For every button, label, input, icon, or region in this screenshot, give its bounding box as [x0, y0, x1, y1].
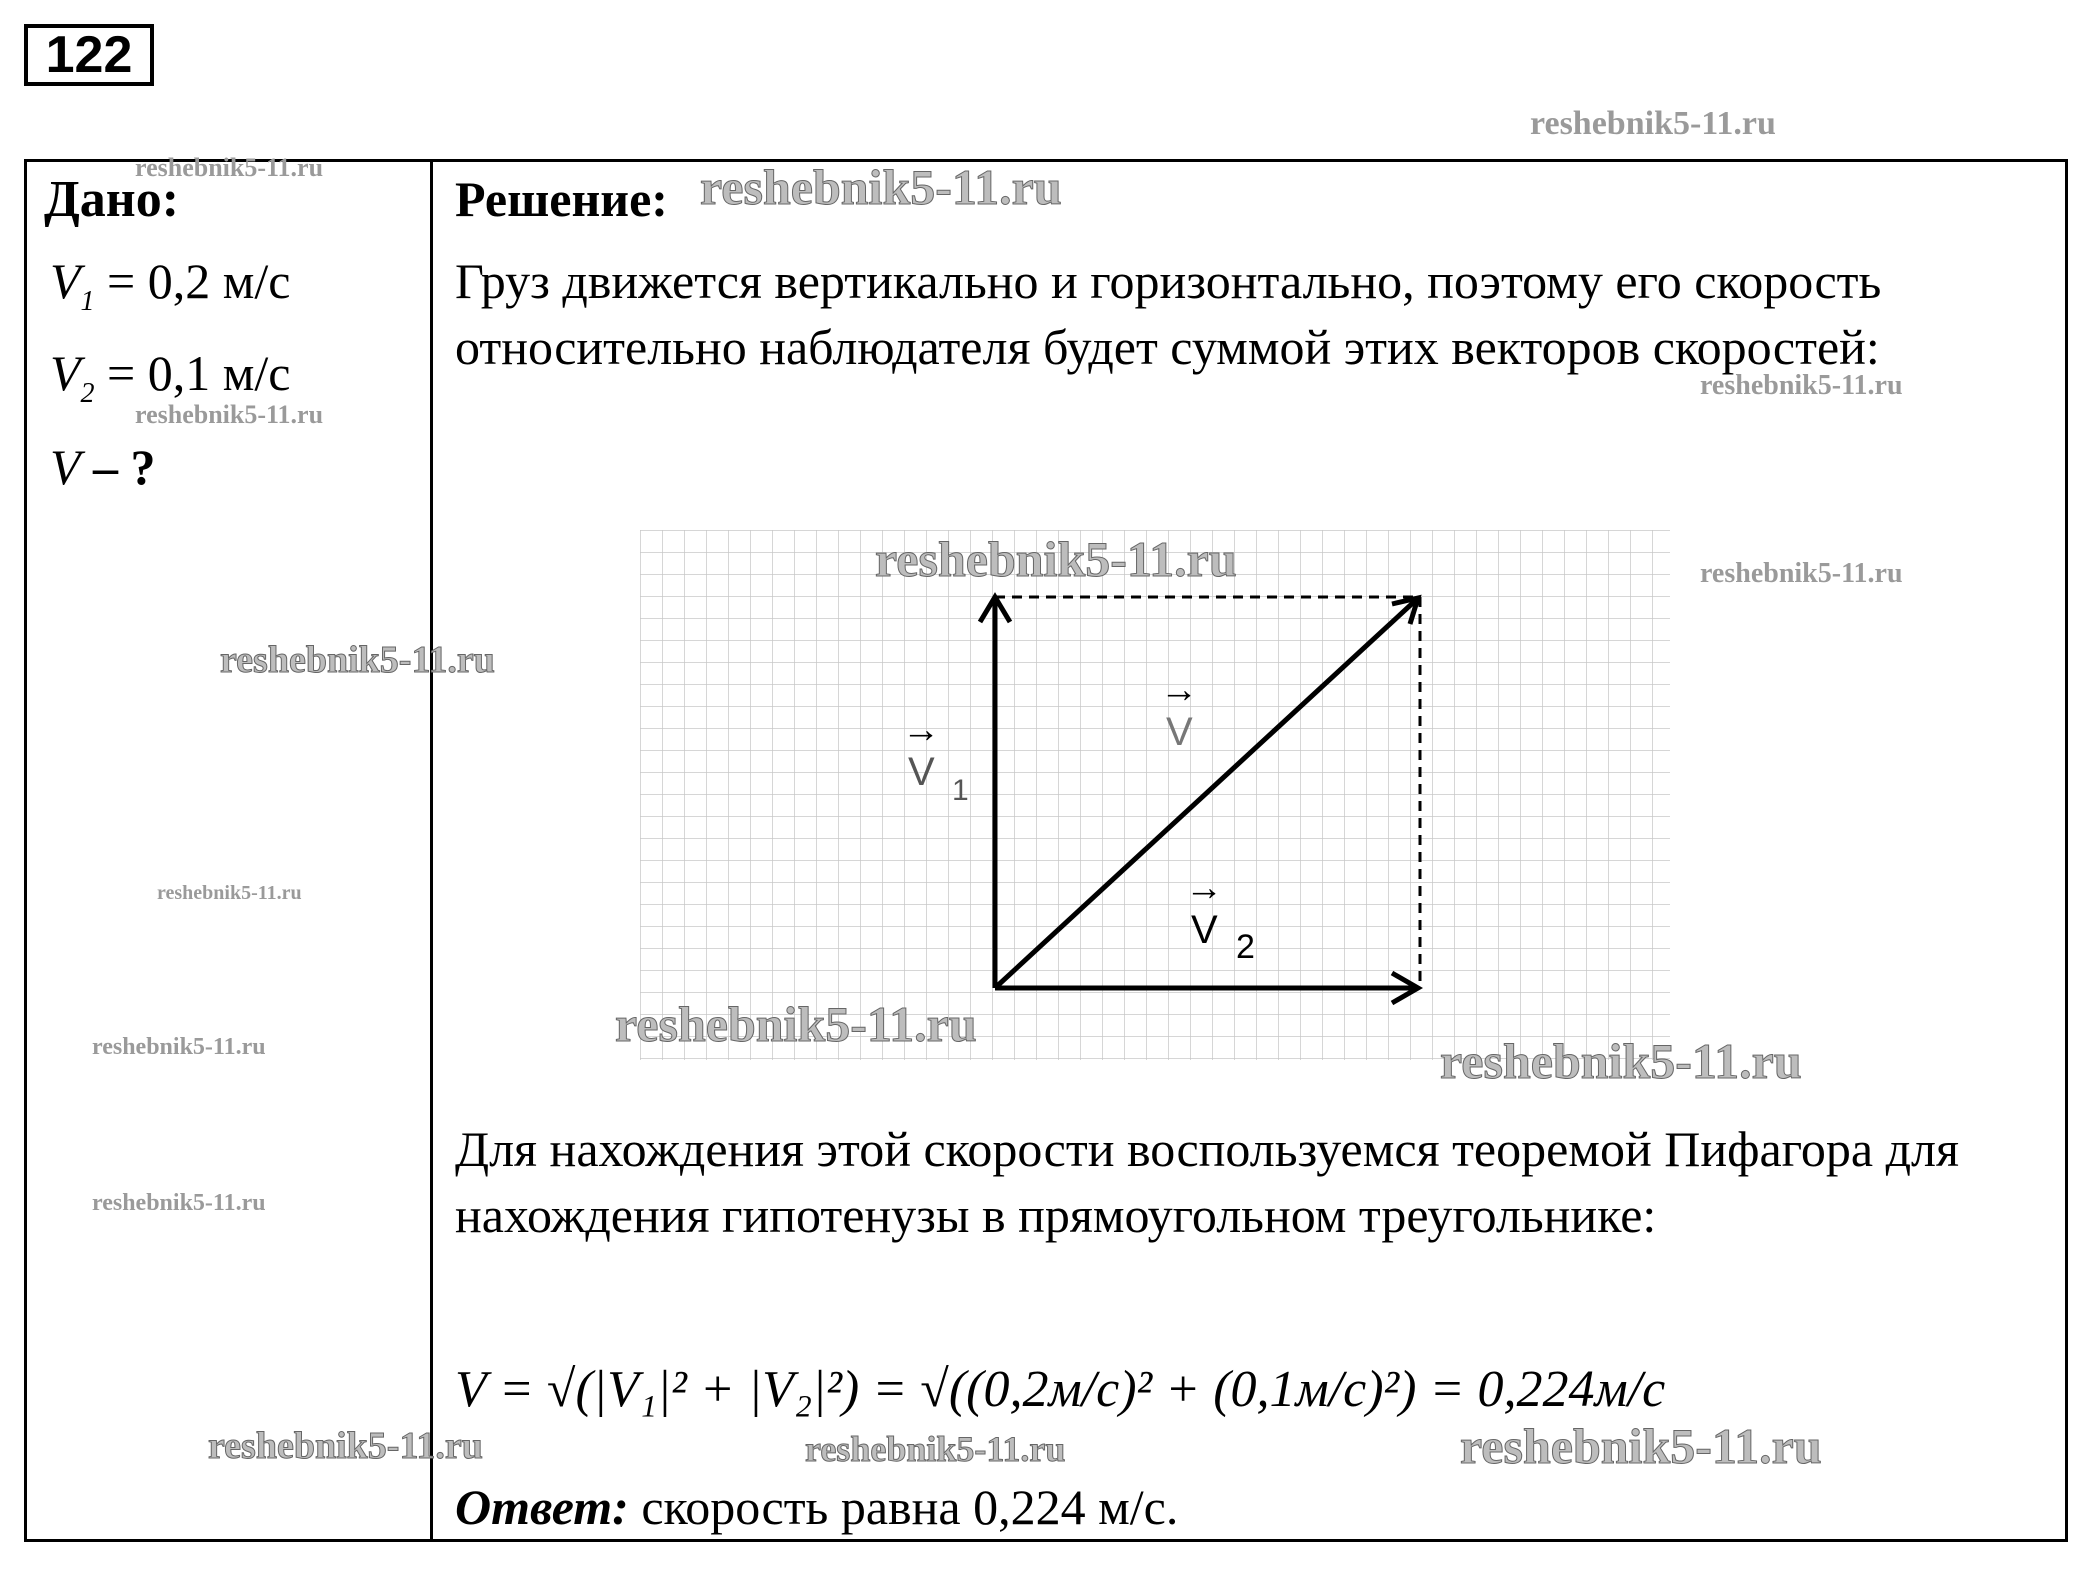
given-v1-sub: 1 — [80, 286, 95, 317]
given-v1-symbol: V — [50, 253, 81, 309]
watermark: reshebnik5-11.ru — [875, 531, 1237, 587]
watermark: reshebnik5-11.ru — [135, 400, 324, 429]
column-divider — [430, 159, 433, 1542]
answer-text: скорость равна 0,224 м/с. — [628, 1479, 1179, 1535]
label-v: V — [1166, 710, 1193, 754]
watermark: reshebnik5-11.ru — [1460, 1418, 1822, 1474]
solution-paragraph-2: Для нахождения этой скорости воспользуемся теоремой Пифагора для нахождения гипотенузы в прямоугольном треугольнике: — [455, 1121, 1960, 1243]
watermark: reshebnik5-11.ru — [92, 1190, 266, 1216]
grid-paper — [640, 530, 1670, 1060]
watermark: reshebnik5-11.ru — [615, 996, 977, 1052]
watermark: reshebnik5-11.ru — [1700, 370, 1903, 401]
watermark: reshebnik5-11.ru — [1440, 1033, 1802, 1089]
watermark: reshebnik5-11.ru — [92, 1034, 266, 1060]
label-v2: V — [1191, 908, 1218, 952]
watermark: reshebnik5-11.ru — [700, 159, 1062, 215]
watermark: reshebnik5-11.ru — [220, 639, 495, 681]
given-v1 — [50, 252, 290, 318]
given-title: Дано: — [44, 171, 180, 228]
label-v-arrow: → — [1160, 669, 1198, 711]
given-v2-value: = 0,1 м/с — [94, 345, 291, 401]
problem-number: 122 — [24, 24, 154, 86]
answer-line — [455, 1478, 1178, 1536]
solution-paragraph-1: Груз движется вертикально и горизонтально, поэтому его скорость относительно наблюдателя будет суммой этих векторов скоростей: — [455, 253, 1882, 375]
answer-label: Ответ: — [455, 1479, 629, 1535]
label-v2-arrow: → — [1185, 867, 1223, 909]
watermark: reshebnik5-11.ru — [805, 1429, 1066, 1469]
given-v2-sub: 2 — [80, 378, 95, 409]
solution-title: Решение: — [455, 171, 668, 227]
watermark: reshebnik5-11.ru — [208, 1425, 483, 1467]
given-unknown-symbol: V — [50, 439, 81, 495]
vector-diagram — [640, 530, 1670, 1060]
watermark: reshebnik5-11.ru — [135, 153, 324, 182]
given-v2-symbol: V — [50, 345, 81, 401]
label-v2-sub: 2 — [1236, 928, 1255, 966]
watermark: reshebnik5-11.ru — [157, 882, 302, 904]
given-unknown — [50, 438, 156, 496]
label-v1-arrow: → — [902, 709, 940, 751]
watermark: reshebnik5-11.ru — [1700, 558, 1903, 589]
label-v1-sub: 1 — [952, 774, 969, 807]
given-unknown-question: – ? — [80, 439, 156, 495]
label-v1: V — [908, 750, 935, 794]
watermark: reshebnik5-11.ru — [1530, 105, 1776, 142]
given-v1-value: = 0,2 м/с — [94, 253, 291, 309]
pythagoras-formula: V = √(|V₁|² + |V₂|²) = √((0,2м/с)² + (0,1м/с)²) = 0,224м/с — [455, 1361, 1666, 1418]
